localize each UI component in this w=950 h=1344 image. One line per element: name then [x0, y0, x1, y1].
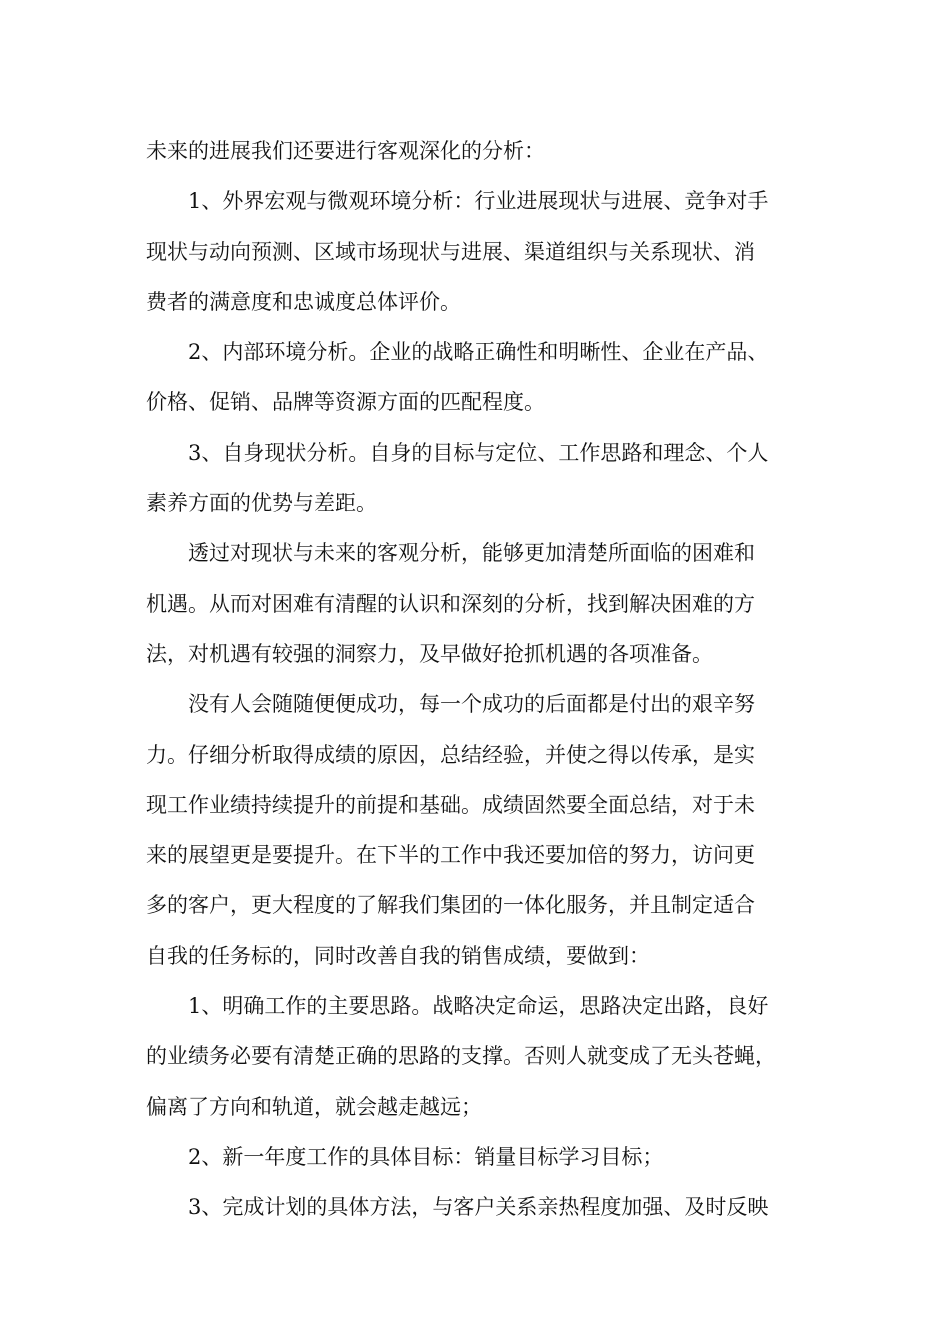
text-line: 力。仔细分析取得成绩的原因，总结经验，并使之得以传承，是实 — [146, 742, 755, 767]
text-line: 偏离了方向和轨道，就会越走越远； — [146, 1094, 482, 1119]
text-line: 现工作业绩持续提升的前提和基础。成绩固然要全面总结，对于未 — [146, 792, 755, 817]
text-line: 3、完成计划的具体方法，与客户关系亲热程度加强、及时反映 — [188, 1195, 769, 1220]
text-line: 1、明确工作的主要思路。战略决定命运，思路决定出路，良好 — [188, 994, 769, 1019]
document-body — [146, 126, 811, 1233]
text-line: 自我的任务标的，同时改善自我的销售成绩，要做到： — [146, 943, 650, 968]
text-line: 素养方面的优势与差距。 — [146, 491, 377, 516]
text-line: 3、自身现状分析。自身的目标与定位、工作思路和理念、个人 — [188, 440, 769, 465]
text-line: 2、新一年度工作的具体目标：销量目标学习目标； — [188, 1144, 664, 1169]
text-line: 费者的满意度和忠诚度总体评价。 — [146, 289, 461, 314]
text-line: 未来的进展我们还要进行客观深化的分析： — [146, 139, 545, 163]
text-line: 法，对机遇有较强的洞察力，及早做好抢抓机遇的各项准备。 — [146, 641, 713, 666]
text-line: 2、内部环境分析。企业的战略正确性和明晰性、企业在产品、 — [188, 340, 769, 365]
text-line: 现状与动向预测、区域市场现状与进展、渠道组织与关系现状、消 — [146, 239, 755, 264]
text-line: 来的展望更是要提升。在下半的工作中我还要加倍的努力，访问更 — [146, 843, 755, 868]
text-line: 的业绩务必要有清楚正确的思路的支撑。否则人就变成了无头苍蝇， — [146, 1044, 776, 1069]
text-line: 透过对现状与未来的客观分析，能够更加清楚所面临的困难和 — [188, 541, 755, 566]
text-line: 多的客户，更大程度的了解我们集团的一体化服务，并且制定适合 — [146, 893, 755, 918]
text-line: 价格、促销、品牌等资源方面的匹配程度。 — [146, 390, 545, 415]
text-line: 没有人会随随便便成功，每一个成功的后面都是付出的艰辛努 — [188, 692, 755, 717]
text-line: 1、外界宏观与微观环境分析：行业进展现状与进展、竞争对手 — [188, 189, 769, 214]
text-line: 机遇。从而对困难有清醒的认识和深刻的分析，找到解决困难的方 — [146, 591, 755, 616]
